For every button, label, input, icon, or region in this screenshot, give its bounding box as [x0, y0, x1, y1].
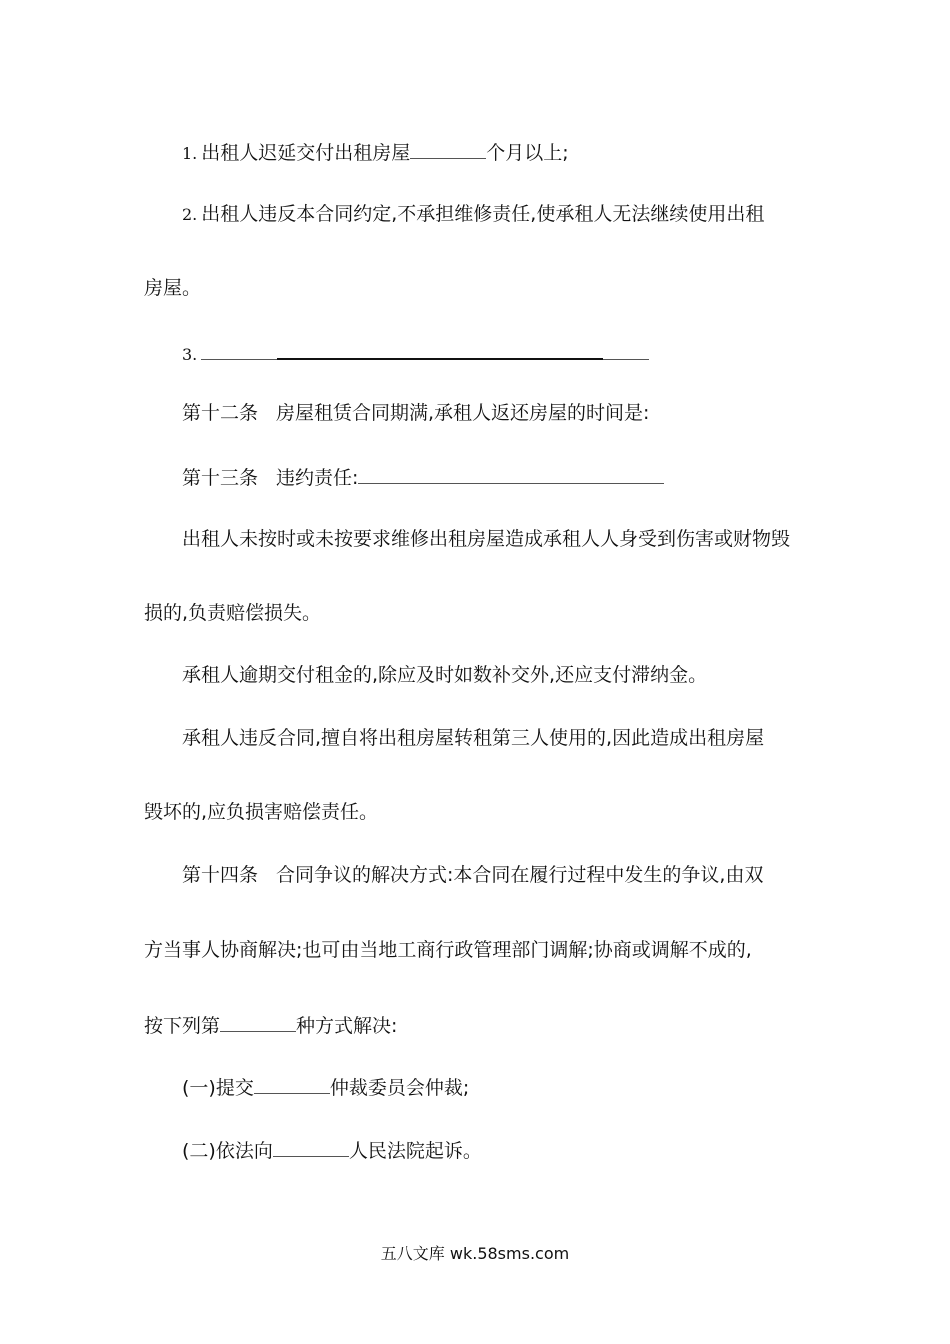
item-2-text-line2: 房屋。 — [144, 277, 202, 299]
paragraph-text-post: 种方式解决: — [296, 1015, 398, 1037]
blank-field — [273, 1136, 349, 1157]
item-2-continued — [144, 275, 201, 301]
paragraph-text: 方当事人协商解决;也可由当地工商行政管理部门调解;协商或调解不成的, — [144, 939, 752, 961]
option-2-text-pre: (二)依法向 — [182, 1140, 273, 1162]
paragraph-text: 出租人未按时或未按要求维修出租房屋造成承租人人身受到伤害或财物毁 — [182, 528, 791, 550]
blank-field — [358, 463, 664, 484]
blank-field — [603, 339, 649, 360]
article-13-text: 违约责任: — [276, 467, 359, 489]
paragraph-text: 损的,负责赔偿损失。 — [144, 602, 322, 624]
article-12-title: 第十二条 — [182, 402, 259, 424]
paragraph-text-pre: 按下列第 — [144, 1015, 221, 1037]
item-3 — [182, 338, 649, 368]
item-1-text-pre: 出租人迟延交付出租房屋 — [201, 142, 411, 164]
blank-field-bold — [277, 338, 603, 360]
item-1-number: 1. — [182, 144, 198, 163]
blank-field — [220, 1011, 296, 1032]
item-1-text-post: 个月以上; — [486, 142, 569, 164]
article-13-para-1-continued — [144, 600, 321, 626]
paragraph-text: 毁坏的,应负损害赔偿责任。 — [144, 801, 379, 823]
article-14-line-3 — [144, 1011, 397, 1039]
blank-field — [201, 339, 277, 360]
article-14 — [182, 862, 763, 888]
item-3-number: 3. — [182, 345, 198, 364]
blank-field — [410, 138, 486, 159]
option-2-text-post: 人民法院起诉。 — [348, 1140, 482, 1162]
article-13-para-2 — [182, 662, 707, 688]
paragraph-text: 承租人违反合同,擅自将出租房屋转租第三人使用的,因此造成出租房屋 — [182, 727, 765, 749]
option-2 — [182, 1136, 482, 1164]
item-2 — [182, 201, 764, 228]
article-13-para-3 — [182, 725, 764, 751]
paragraph-text: 承租人逾期交付租金的,除应及时如数补交外,还应支付滞纳金。 — [182, 664, 708, 686]
article-13 — [182, 463, 664, 491]
blank-field — [254, 1073, 330, 1094]
article-14-line-2 — [144, 937, 752, 963]
option-1 — [182, 1073, 469, 1101]
article-13-para-3-continued — [144, 799, 378, 825]
option-1-text-pre: (一)提交 — [182, 1077, 254, 1099]
option-1-text-post: 仲裁委员会仲裁; — [329, 1077, 470, 1099]
page-footer: 五八文库 wk.58sms.com — [380, 1244, 570, 1263]
article-14-text-line1: 合同争议的解决方式:本合同在履行过程中发生的争议,由双 — [276, 864, 764, 886]
item-2-number: 2. — [182, 205, 198, 224]
article-14-title: 第十四条 — [182, 864, 259, 886]
article-13-title: 第十三条 — [182, 467, 259, 489]
item-1 — [182, 138, 569, 167]
article-13-para-1 — [182, 526, 790, 552]
item-2-text-line1: 出租人违反本合同约定,不承担维修责任,使承租人无法继续使用出租 — [201, 203, 765, 225]
article-12-text: 房屋租赁合同期满,承租人返还房屋的时间是: — [276, 402, 650, 424]
article-12 — [182, 400, 649, 426]
